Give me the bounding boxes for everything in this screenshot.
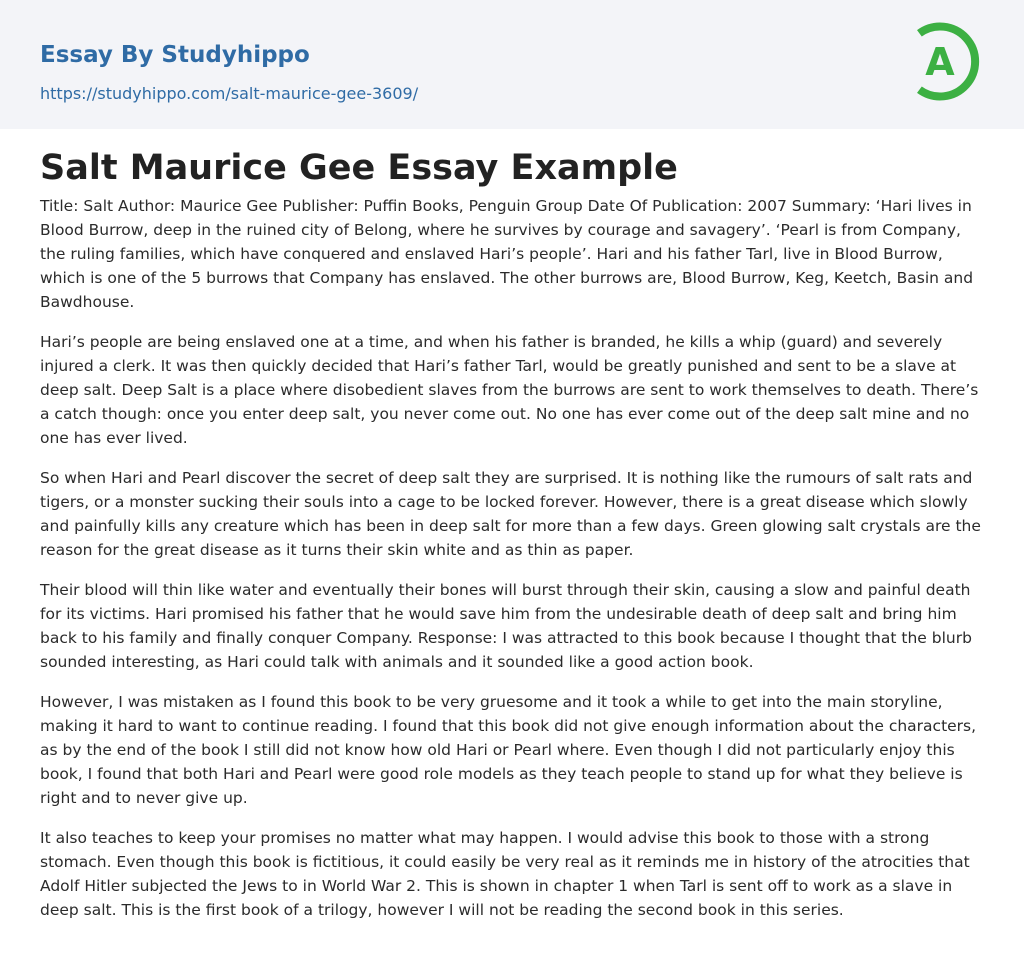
paragraph: So when Hari and Pearl discover the secret of deep salt they are surprised. It is nothing like the rumours of salt rats and tigers, or a monster sucking their souls into a cage to be locked forever. However, there is a great disease which slowly and painfully kills any creature which has been in deep salt for more than a few days. Green glowing salt crystals are the reason for the great disease as it turns their skin white and as thin as paper.	[40, 469, 981, 559]
brand-title: Essay By Studyhippo	[40, 42, 310, 68]
logo-letter: A	[925, 40, 955, 84]
paragraph: It also teaches to keep your promises no matter what may happen. I would advise this book to those with a strong stomach. Even though this book is fictitious, it could easily be very real as it reminds me in history of the atrocities that Adolf Hitler subjected the Jews to in World War 2. This is shown in chapter 1 when Tarl is sent off to work as a slave in deep salt. This is the first book of a trilogy, however I will not be reading the second book in this series.	[40, 829, 970, 919]
paragraph: Their blood will thin like water and eventually their bones will burst through their skin, causing a slow and painful death for its victims. Hari promised his father that he would save him from the undesirable death of deep salt and bring him back to his family and finally conquer Company. Response: I was attracted to this book because I thought that the blurb sounded interesting, as Hari could talk with animals and it sounded like a good action book.	[40, 581, 972, 671]
article	[40, 145, 986, 938]
page-header	[0, 0, 1024, 129]
paragraph: However, I was mistaken as I found this book to be very gruesome and it took a while to get into the main storyline, making it hard to want to continue reading. I found that this book did not give enough information about the characters, as by the end of the book I still did not know how old Hari or Pearl where. Even though I did not particularly enjoy this book, I found that both Hari and Pearl were good role models as they teach people to stand up for what they believe is right and to never give up.	[40, 693, 977, 807]
paragraph: Hari’s people are being enslaved one at a time, and when his father is branded, he kills a whip (guard) and severely injured a clerk. It was then quickly decided that Hari’s father Tarl, would be greatly punished and sent to be a slave at deep salt. Deep Salt is a place where disobedient slaves from the burrows are sent to work themselves to death. There’s a catch though: once you enter deep salt, you never come out. No one has ever come out of the deep salt mine and no one has ever lived.	[40, 333, 979, 447]
source-url-link[interactable]: https://studyhippo.com/salt-maurice-gee-3609/	[40, 84, 419, 103]
studyhippo-logo-icon[interactable]	[911, 19, 987, 105]
page-title: Salt Maurice Gee Essay Example	[40, 148, 678, 188]
paragraph: Title: Salt Author: Maurice Gee Publisher: Puffin Books, Penguin Group Date Of Publication: 2007 Summary: ‘Hari lives in Blood Burrow, deep in the ruined city of Belong, where he survives by courage and savagery’. ‘Pearl is from Company, the ruling families, which have conquered and enslaved Hari’s people’. Hari and his father Tarl, live in Blood Burrow, which is one of the 5 burrows that Company has enslaved. The other burrows are, Blood Burrow, Keg, Keetch, Basin and Bawdhouse.	[40, 197, 974, 311]
